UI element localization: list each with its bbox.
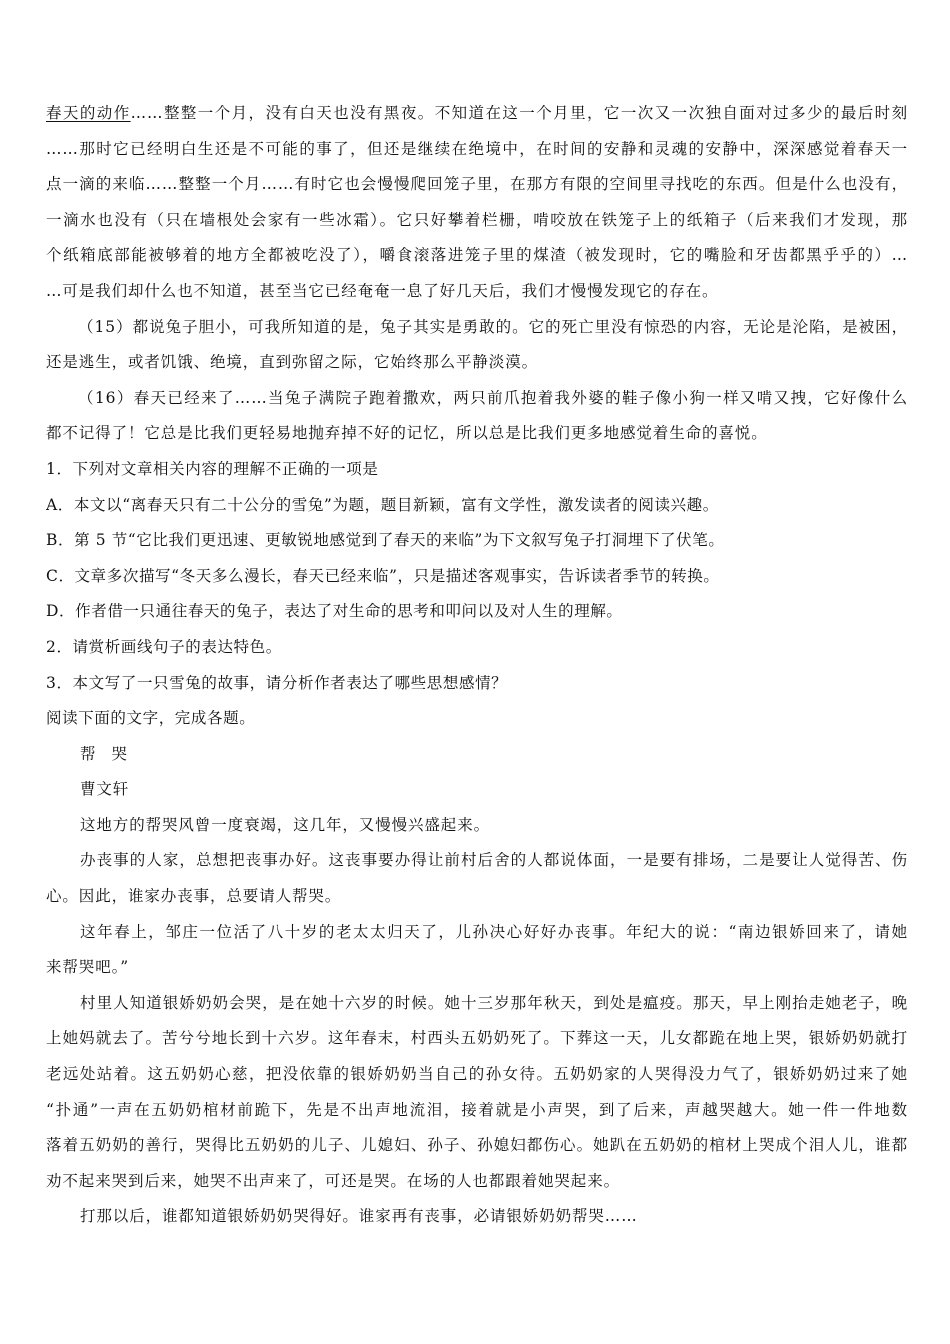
- passage2-p3-line-2: 来帮哭吧。”: [46, 958, 130, 977]
- question-1: 1．下列对文章相关内容的理解不正确的一项是: [46, 459, 379, 478]
- passage2-p1: 这地方的帮哭风曾一度衰竭，这几年，又慢慢兴盛起来。: [80, 815, 491, 834]
- passage2-p2-line-1: 办丧事的人家，总想把丧事办好。这丧事要办得让前村后舍的人都说体面，一是要有排场，二是要让人觉得苦、伤: [80, 851, 908, 870]
- question-2: 2．请赏析画线句子的表达特色。: [46, 637, 282, 656]
- passage2-p4-line-2: 上她妈就去了。苦兮兮地长到十六岁。这年春末，村西头五奶奶死了。下葬这一天，儿女都跪在地上哭，银娇奶奶就打: [46, 1029, 908, 1048]
- passage2-p4-line-5: 落着五奶奶的善行，哭得比五奶奶的儿子、儿媳妇、孙子、孙媳妇都伤心。她趴在五奶奶的棺材上哭成个泪人儿，谁都: [46, 1136, 908, 1155]
- passage2-p4-line-6: 劝不起来哭到后来，她哭不出声来了，可还是哭。在场的人也都跟着她哭起来。: [46, 1171, 621, 1190]
- passage2-p5: 打那以后，谁都知道银娇奶奶哭得好。谁家再有丧事，必请银娇奶奶帮哭……: [80, 1207, 638, 1226]
- passage1-p14-line-6: …可是我们却什么也不知道，甚至当它已经奄奄一息了好几天后，我们才慢慢发现它的存在。: [46, 281, 719, 300]
- passage1-p14-line-1: [46, 96, 908, 132]
- passage2-title-char-2: 哭: [111, 744, 128, 763]
- question-3: 3．本文写了一只雪兔的故事，请分析作者表达了哪些思想感情？: [46, 673, 508, 692]
- passage2-p4-line-1: 村里人知道银娇奶奶会哭，是在她十六岁的时候。她十三岁那年秋天，到处是瘟疫。那天，早上刚抬走她老子，晚: [80, 993, 908, 1012]
- passage2-title: [46, 737, 908, 773]
- passage1-p14-line-1-rest: ……整整一个月，没有白天也没有黑夜。不知道在这一个月里，它一次又一次独自面对过多少的最后时刻: [130, 104, 908, 122]
- passage1-p14-line-3: 点一滴的来临……整整一个月……有时它也会慢慢爬回笼子里，在那方有限的空间里寻找吃的东西。但是什么也没有，: [46, 175, 908, 194]
- passage1-p14-line-5: 个纸箱底部能被够着的地方全都被吃没了），嚼食滚落进笼子里的煤渣（被发现时，它的嘴脸和牙齿都黑乎乎的）…: [46, 246, 908, 265]
- passage1-p14-line-2: ……那时它已经明白生还是不可能的事了，但还是继续在绝境中，在时间的安静和灵魂的安静中，深深感觉着春天一: [46, 139, 908, 158]
- passage1-p16-line-1: （16）春天已经来了……当兔子满院子跑着撒欢，两只前爪抱着我外婆的鞋子像小狗一样又啃又拽，它好像什么: [78, 388, 908, 407]
- passage2-p2-line-2: 心。因此，谁家办丧事，总要请人帮哭。: [46, 887, 342, 906]
- passage2-p3-line-1: 这年春上，邹庄一位活了八十岁的老太太归天了，儿孙决心好好办丧事。年纪大的说：“南边银娇回来了，请她: [80, 922, 908, 941]
- question-1-option-b: B．第 5 节“它比我们更迅速、更敏锐地感觉到了春天的来临”为下文叙写兔子打洞埋下了伏笔。: [46, 531, 725, 550]
- reading-instruction: 阅读下面的文字，完成各题。: [46, 709, 256, 728]
- document-page: [46, 96, 908, 1235]
- passage2-title-char-1: 帮: [80, 744, 96, 763]
- passage1-p15-line-1: （15）都说兔子胆小，可我所知道的是，兔子其实是勇敢的。它的死亡里没有惊恐的内容，无论是沦陷，是被困，: [78, 317, 908, 336]
- question-1-option-a: A．本文以“离春天只有二十公分的雪兔”为题，题目新颖，富有文学性，激发读者的阅读兴趣。: [46, 495, 719, 514]
- passage1-p14-line-4: 一滴水也没有（只在墙根处会家有一些冰霜）。它只好攀着栏栅，啃咬放在铁笼子上的纸箱子（后来我们才发现，那: [46, 210, 908, 229]
- passage1-p15-line-2: 还是逃生，或者饥饿、绝境，直到弥留之际，它始终那么平静淡漠。: [46, 353, 539, 372]
- underlined-phrase: 春天的动作: [46, 104, 131, 122]
- passage2-p4-line-3: 老远处站着。这五奶奶心慈，把没依靠的银娇奶奶当自己的孙女待。五奶奶家的人哭得没力气了，银娇奶奶过来了她: [46, 1065, 908, 1084]
- passage2-p4-line-4: “扑通”一声在五奶奶棺材前跪下，先是不出声地流泪，接着就是小声哭，到了后来，声越哭越大。她一件一件地数: [46, 1100, 908, 1119]
- question-1-option-c: C．文章多次描写“冬天多么漫长，春天已经来临”，只是描述客观事实，告诉读者季节的转换。: [46, 566, 720, 585]
- passage2-author: 曹文轩: [80, 780, 130, 799]
- passage1-p16-line-2: 都不记得了！它总是比我们更轻易地抛弃掉不好的记忆，所以总是比我们更多地感觉着生命的喜悦。: [46, 424, 768, 443]
- question-1-option-d: D．作者借一只通往春天的兔子，表达了对生命的思考和叩问以及对人生的理解。: [46, 602, 623, 621]
